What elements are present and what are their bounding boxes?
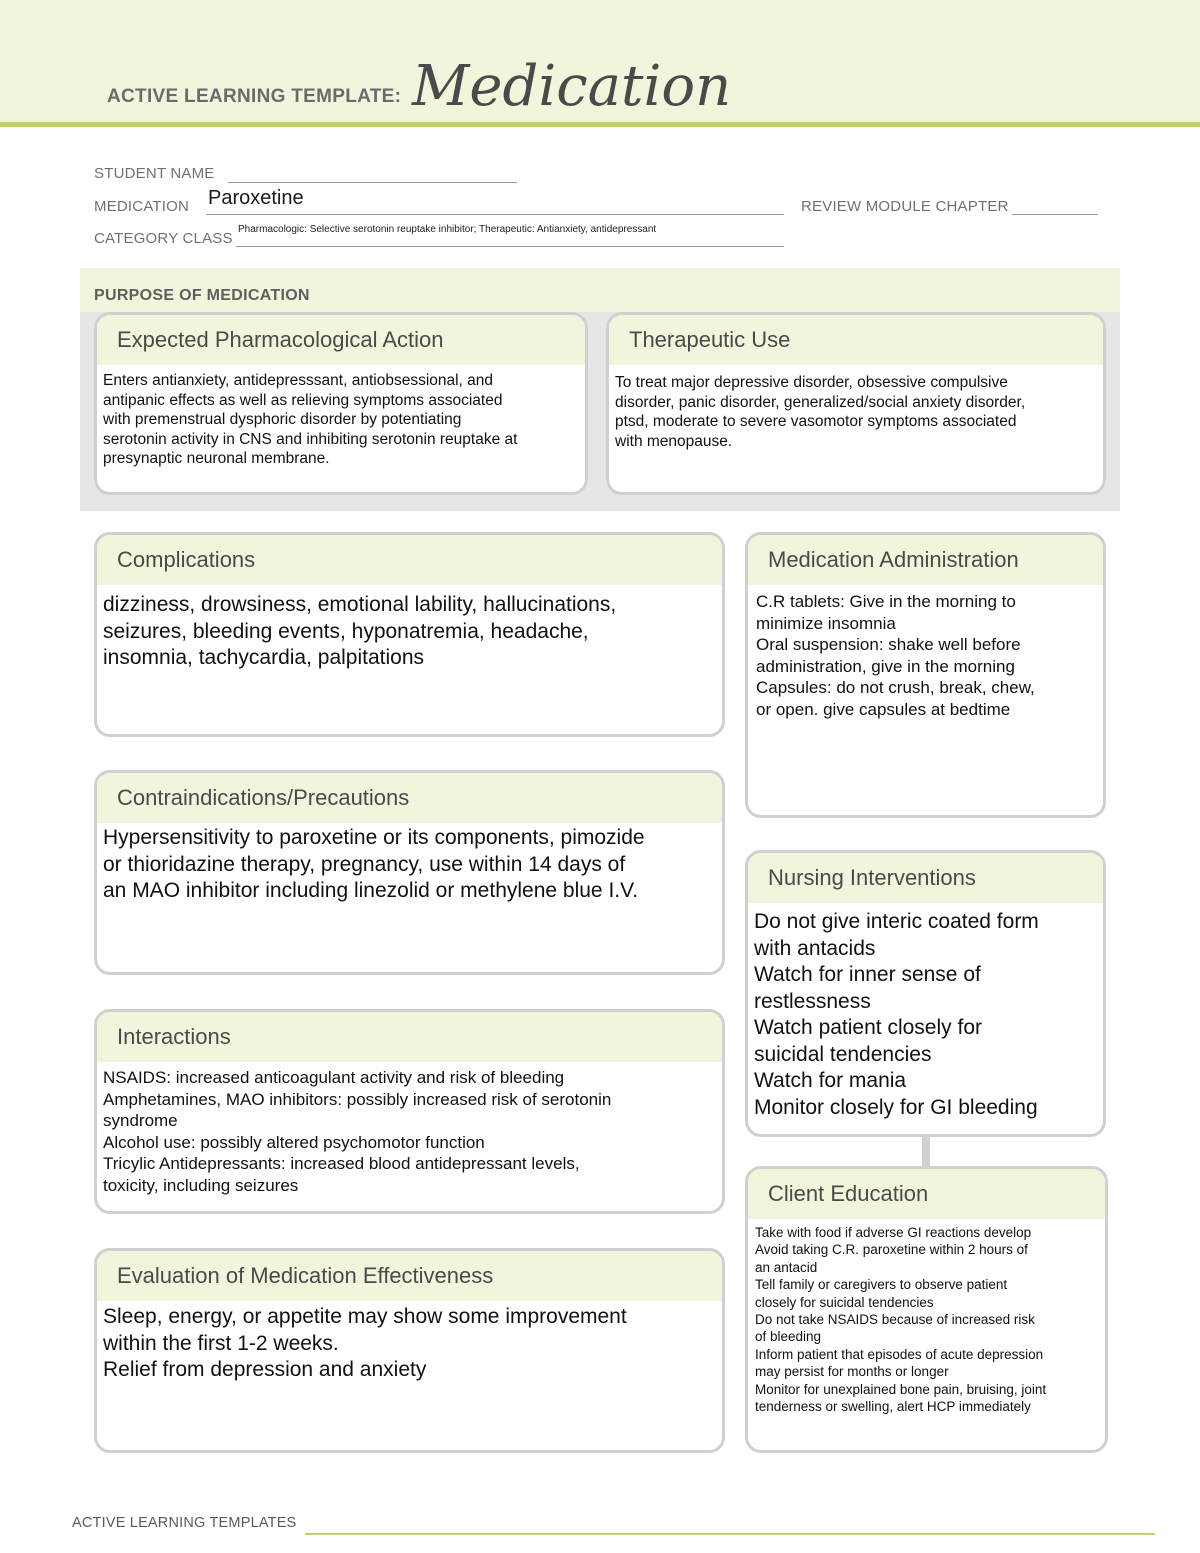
medication-administration-title: Medication Administration <box>748 535 1103 585</box>
complications-card <box>94 532 725 737</box>
contraindications-body[interactable]: Hypersensitivity to paroxetine or its components, pimozide or thioridazine therapy, pregnancy, use within 14 days of an MAO inhibitor including linezolid or methylene blue I.V. <box>103 826 645 902</box>
nursing-interventions-body[interactable]: Do not give interic coated form with antacids Watch for inner sense of restlessness Watch patient closely for suicidal tendencies Watch for mania Monitor closely for GI bleeding <box>754 910 1039 1119</box>
connector-bar <box>922 1135 930 1167</box>
student-name-label: STUDENT NAME <box>94 165 215 182</box>
expected-action-body[interactable]: Enters antianxiety, antidepresssant, antiobsessional, and antipanic effects as well as relieving symptoms associated with premenstrual dysphoric disorder by potentiating serotonin activity in CNS and inhibiting serotonin reuptake at presynaptic neuronal membrane. <box>103 372 518 467</box>
client-education-body[interactable]: Take with food if adverse GI reactions develop Avoid taking C.R. paroxetine within 2 hours of an antacid Tell family or caregivers to observe patient closely for suicidal tendencies Do not take NSAIDS because of increased risk of bleeding Inform patient that episodes of acute depression may persist for months or longer Monitor for unexplained bone pain, bruising, joint tenderness or swelling, alert HCP immediately <box>755 1225 1047 1415</box>
contraindications-title: Contraindications/Precautions <box>97 773 722 823</box>
purpose-label: PURPOSE OF MEDICATION <box>94 287 310 304</box>
therapeutic-use-title: Therapeutic Use <box>609 315 1103 365</box>
interactions-body[interactable]: NSAIDS: increased anticoagulant activity and risk of bleeding Amphetamines, MAO inhibitors: possibly increased risk of serotonin syndrome Alcohol use: possibly altered psychomotor function Tricylic Antidepressants: increased blood antidepressant levels, toxicity, including seizures <box>103 1068 612 1195</box>
nursing-interventions-title: Nursing Interventions <box>748 853 1103 903</box>
complications-body[interactable]: dizziness, drowsiness, emotional lability, hallucinations, seizures, bleeding events, hyponatremia, headache, insomnia, tachycardia, palpitations <box>103 593 617 669</box>
template-title: Medication <box>412 54 732 119</box>
evaluation-body[interactable]: Sleep, energy, or appetite may show some improvement within the first 1-2 weeks. Relief from depression and anxiety <box>103 1305 627 1381</box>
therapeutic-use-body[interactable]: To treat major depressive disorder, obsessive compulsive disorder, panic disorder, generalized/social anxiety disorder, ptsd, moderate to severe vasomotor symptoms associated with menopause. <box>615 374 1026 450</box>
category-class-value: Pharmacologic: Selective serotonin reuptake inhibitor; Therapeutic: Antianxiety, antidepressant <box>238 224 657 235</box>
medication-value: Paroxetine <box>208 187 304 209</box>
evaluation-title: Evaluation of Medication Effectiveness <box>97 1251 722 1301</box>
expected-action-title: Expected Pharmacological Action <box>97 315 585 365</box>
nursing-interventions-card <box>745 850 1106 1137</box>
interactions-title: Interactions <box>97 1012 722 1062</box>
medication-administration-body[interactable]: C.R tablets: Give in the morning to minimize insomnia Oral suspension: shake well before administration, give in the morning Capsules: do not crush, break, chew, or open. give capsules at bedtime <box>756 592 1035 719</box>
interactions-card <box>94 1009 725 1214</box>
therapeutic-use-card <box>606 312 1106 495</box>
contraindications-card <box>94 770 725 975</box>
complications-title: Complications <box>97 535 722 585</box>
template-label: ACTIVE LEARNING TEMPLATE: <box>107 86 402 107</box>
evaluation-card <box>94 1248 725 1453</box>
review-module-label: REVIEW MODULE CHAPTER <box>801 198 1009 215</box>
client-education-card <box>745 1166 1108 1453</box>
review-module-field[interactable] <box>1012 196 1098 215</box>
footer-label: ACTIVE LEARNING TEMPLATES <box>72 1515 297 1531</box>
medication-administration-card <box>745 532 1106 818</box>
category-class-label: CATEGORY CLASS <box>94 230 233 247</box>
medication-label: MEDICATION <box>94 198 190 215</box>
header-rule <box>0 122 1200 127</box>
student-name-field[interactable] <box>228 164 517 183</box>
footer-rule <box>305 1533 1155 1535</box>
client-education-title: Client Education <box>748 1169 1105 1219</box>
expected-action-card <box>94 312 588 495</box>
